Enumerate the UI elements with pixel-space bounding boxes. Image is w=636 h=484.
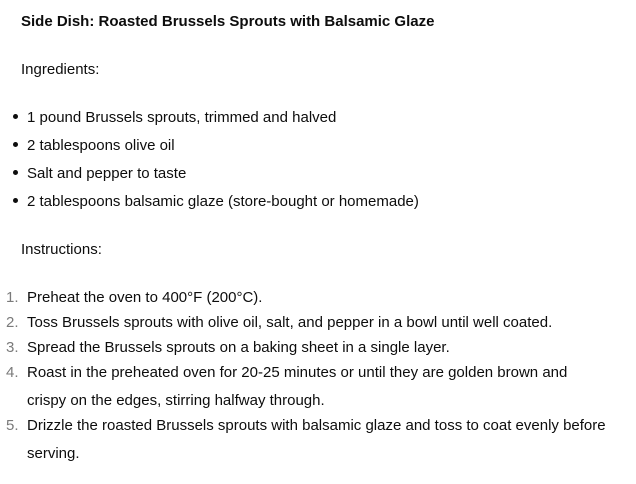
ingredients-list [0, 107, 419, 219]
step-number: 5. [6, 417, 19, 434]
step-text: Preheat the oven to 400°F (200°C). [27, 289, 263, 306]
step-number: 3. [6, 339, 19, 356]
bullet-icon [13, 142, 18, 147]
ingredient-text: 2 tablespoons olive oil [27, 137, 175, 154]
step-text: Toss Brussels sprouts with olive oil, salt, and pepper in a bowl until well coated. [27, 314, 553, 331]
step-text: Spread the Brussels sprouts on a baking sheet in a single layer. [27, 339, 450, 356]
ingredients-heading: Ingredients: [21, 61, 100, 78]
bullet-icon [13, 198, 18, 203]
ingredient-item [0, 191, 419, 219]
ingredient-text: 1 pound Brussels sprouts, trimmed and halved [27, 109, 337, 126]
instruction-step [0, 412, 607, 468]
step-number: 4. [6, 364, 19, 381]
bullet-icon [13, 114, 18, 119]
recipe-title: Side Dish: Roasted Brussels Sprouts with Balsamic Glaze [21, 13, 435, 30]
ingredient-item [0, 163, 419, 191]
step-number: 1. [6, 289, 19, 306]
step-text: Roast in the preheated oven for 20-25 minutes or until they are golden brown and crispy on the edges, stirring halfway through. [27, 364, 568, 409]
instruction-step [0, 359, 607, 415]
instruction-step [0, 309, 607, 337]
step-text: Drizzle the roasted Brussels sprouts with balsamic glaze and toss to coat evenly before serving. [27, 417, 606, 462]
step-number: 2. [6, 314, 19, 331]
bullet-icon [13, 170, 18, 175]
instructions-heading: Instructions: [21, 241, 102, 258]
instruction-step [0, 284, 607, 312]
ingredient-text: Salt and pepper to taste [27, 165, 187, 182]
ingredient-text: 2 tablespoons balsamic glaze (store-bought or homemade) [27, 193, 419, 210]
ingredient-item [0, 135, 419, 163]
instructions-list [0, 287, 607, 468]
ingredient-item [0, 107, 419, 135]
instruction-step [0, 334, 607, 362]
